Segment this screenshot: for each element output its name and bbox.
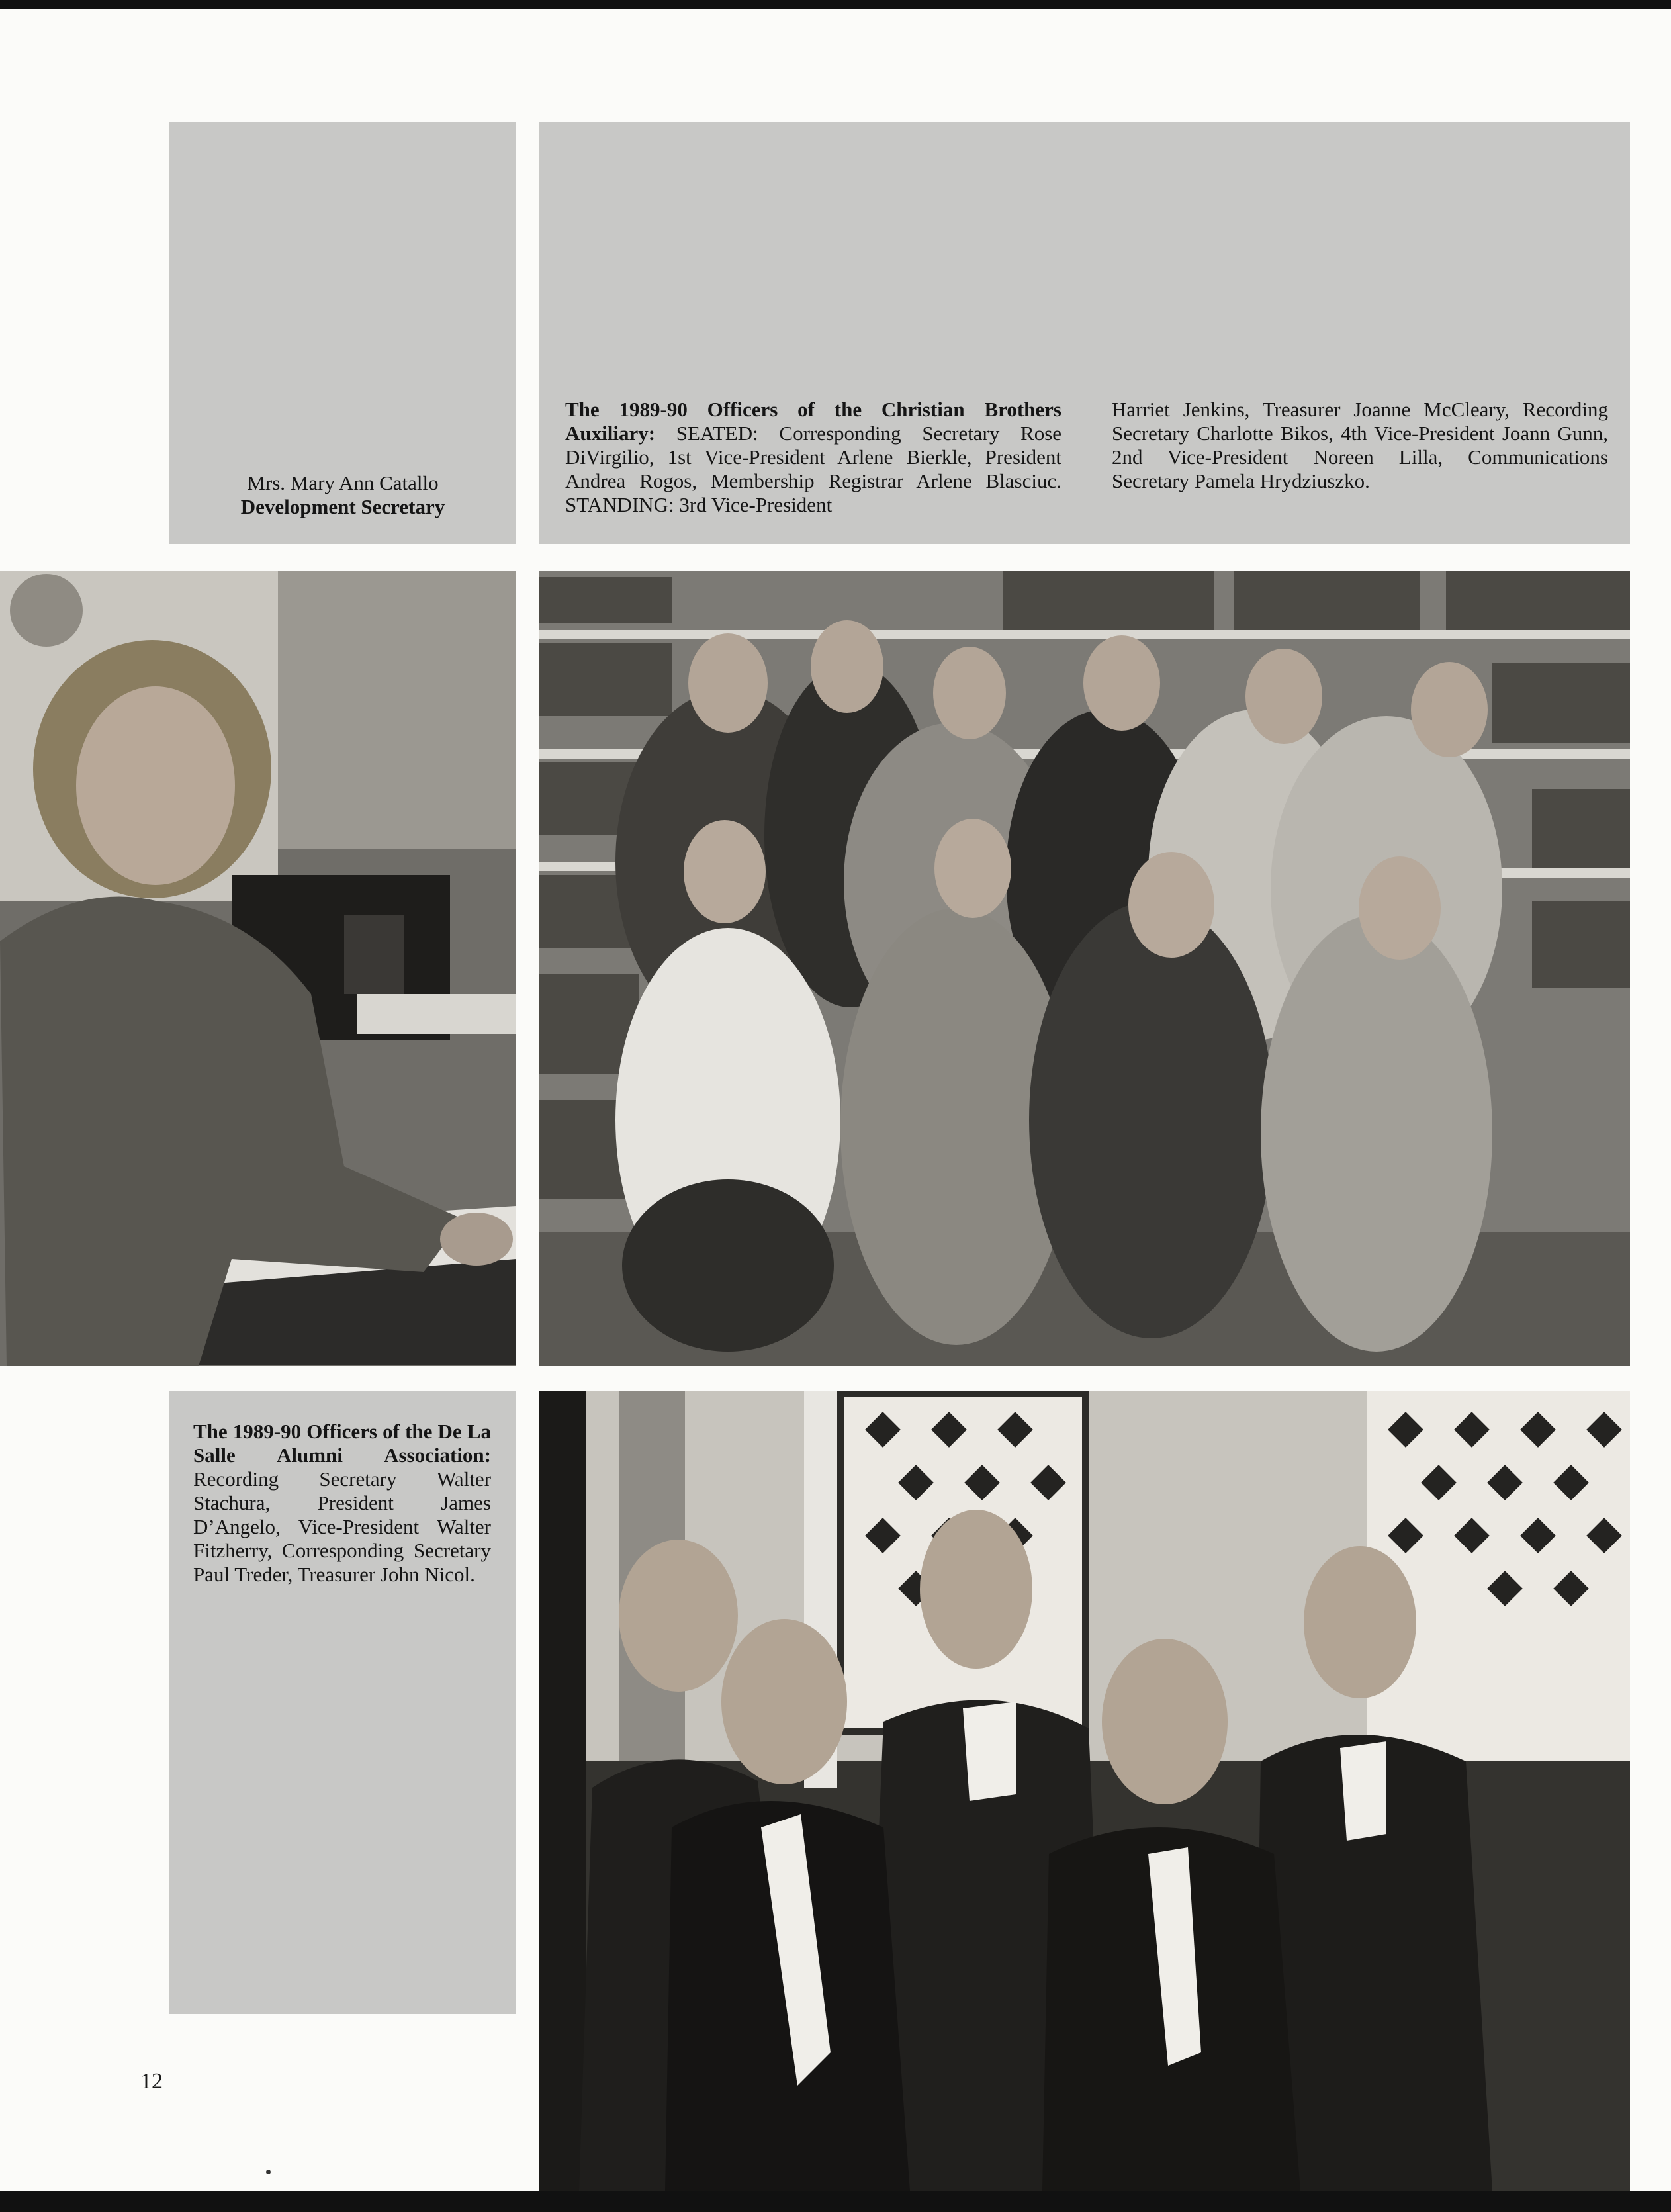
top-scan-border — [0, 0, 1671, 9]
secretary-name: Mrs. Mary Ann Catallo — [247, 471, 439, 494]
secretary-title: Development Secretary — [240, 495, 445, 518]
alumni-caption — [193, 1420, 491, 1587]
auxiliary-officers-photo — [539, 571, 1630, 1366]
alumni-officers-photo — [539, 1391, 1630, 2191]
auxiliary-caption-text-1: SEATED: Corresponding Secretary Rose DiVirgilio, 1st Vice-President Arlene Bierkle, President Andrea Rogos, Membership Registrar Arlene Blasciuc. STANDING: 3rd Vice-President — [565, 422, 1062, 516]
scan-speck — [266, 2170, 271, 2174]
alumni-caption-heading: The 1989-90 Officers of the De La Salle Alumni Association: — [193, 1420, 491, 1467]
auxiliary-caption-heading: The 1989-90 Officers of the Christian Brothers Auxiliary: — [565, 398, 1061, 445]
page-number: 12 — [140, 2069, 163, 2094]
auxiliary-caption-text-2: Harriet Jenkins, Treasurer Joanne McCleary, Recording Secretary Charlotte Bikos, 4th Vice-President Joann Gunn, 2nd Vice-President Noreen Lilla, Communications Secretary Pamela Hrydziuszko. — [1112, 398, 1608, 492]
bottom-scan-border — [0, 2191, 1671, 2212]
auxiliary-caption-column-1 — [565, 398, 1061, 517]
secretary-photo — [0, 571, 516, 1366]
secretary-caption — [179, 471, 507, 519]
auxiliary-caption-column-2 — [1112, 398, 1608, 493]
alumni-caption-text: Recording Secretary Walter Stachura, President James D’Angelo, Vice-President Walter Fitzherry, Corresponding Secretary Paul Treder, Treasurer John Nicol. — [193, 1467, 491, 1586]
